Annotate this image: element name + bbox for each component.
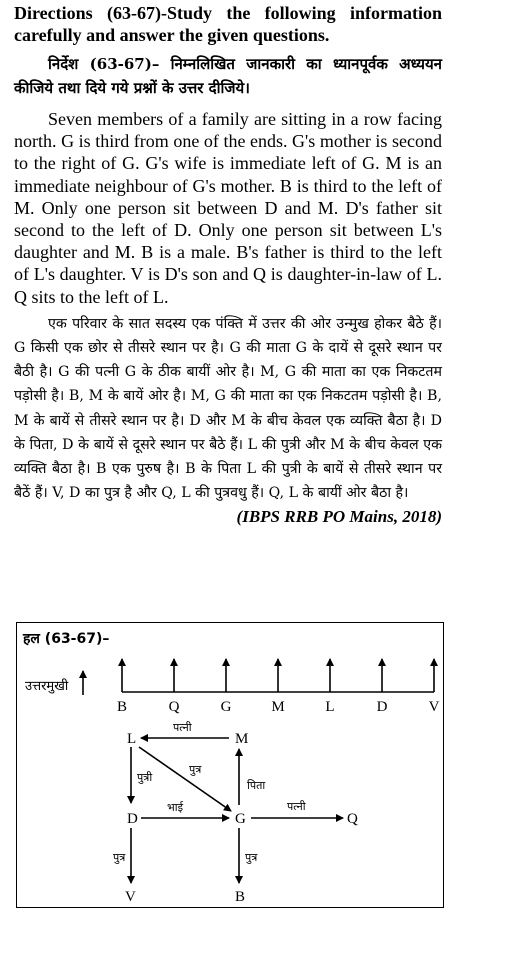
passage-english: Seven members of a family are sitting in a row facing north. G is third from one of the ends. G's mother is second to the right of G. G's wife is immediate left of G. M is an immediate neighbour of G's mother. B is third to the left of M. Only one person sit between D and M. D's father sit second to the left of D. Only one person sit between L's daughter and M. B is a male. B's father is third to the left of L's daughter. V is D's son and Q is daughter-in-law of L. Q sits to the left of L. bbox=[14, 109, 442, 307]
label-son-GB: पुत्र bbox=[245, 852, 258, 864]
question-page bbox=[14, 0, 442, 527]
tree-node-G: G bbox=[235, 811, 246, 827]
seat-arrows bbox=[122, 659, 434, 692]
seat-label-G: G bbox=[220, 699, 232, 715]
tree-node-Q: Q bbox=[347, 811, 358, 827]
label-daughter: पुत्री bbox=[137, 772, 153, 784]
facing-label: उत्तरमुखी bbox=[25, 678, 69, 693]
tree-node-B: B bbox=[235, 889, 246, 905]
tree-node-D: D bbox=[127, 811, 138, 827]
tree-node-L: L bbox=[127, 731, 137, 747]
seat-label-M: M bbox=[271, 699, 285, 715]
seat-labels bbox=[117, 699, 440, 715]
tree-node-V: V bbox=[125, 889, 136, 905]
solution-title: हल (63-67)– bbox=[23, 631, 110, 647]
label-wife-LM: पत्नी bbox=[173, 722, 192, 734]
solution-diagram bbox=[17, 623, 445, 909]
seat-label-L: L bbox=[325, 699, 335, 715]
label-father: पिता bbox=[247, 780, 266, 792]
label-brother: भाई bbox=[167, 802, 183, 814]
seat-label-V: V bbox=[428, 699, 440, 715]
solution-box bbox=[16, 622, 444, 908]
label-son-LG: पुत्र bbox=[189, 764, 202, 776]
label-wife-GQ: पत्नी bbox=[287, 801, 306, 813]
seat-label-Q: Q bbox=[168, 699, 180, 715]
directions-hindi: निर्देश (63-67)– निम्नलिखित जानकारी का ध्यानपूर्वक अध्ययन कीजिये तथा दिये गये प्रश्नों के उत्तर दीजिये। bbox=[14, 55, 442, 97]
passage-hindi: एक परिवार के सात सदस्य एक पंक्ति में उत्तर की ओर उन्मुख होकर बैठे हैं। G किसी एक छोर से तीसरे स्थान पर है। G की माता G के दायें से दूसरे स्थान पर बैठी है। G की पत्नी G के ठीक बायीं ओर है। M, G की माता का एक निकटतम पड़ोसी है। B, M के बायें ओर है। M, G की माता का एक निकटतम पड़ोसी है। B, M के बायें से तीसरे स्थान पर है। D और M के बीच केवल एक व्यक्ति बैठा है। D के पिता, D के बायें से दूसरे स्थान पर बैठे हैं। L की पुत्री और M के बीच केवल एक व्यक्ति बैठा है। B एक पुरुष है। B के पिता L की पुत्री के बायें से तीसरे स्थान पर बैठें हैं। V, D का पुत्र है और Q, L की पुत्रवधु हैं। Q, L के बायीं ओर बैठा है। bbox=[14, 315, 442, 502]
directions-english: Directions (63-67)-Study the following information carefully and answer the given questions. bbox=[14, 3, 442, 45]
exam-source: (IBPS RRB PO Mains, 2018) bbox=[236, 507, 442, 527]
family-tree bbox=[113, 721, 358, 905]
seat-label-D: D bbox=[376, 699, 388, 715]
label-son-DV: पुत्र bbox=[113, 852, 126, 864]
edge-L-G bbox=[139, 747, 231, 811]
tree-node-M: M bbox=[235, 731, 249, 747]
seat-label-B: B bbox=[116, 699, 128, 715]
